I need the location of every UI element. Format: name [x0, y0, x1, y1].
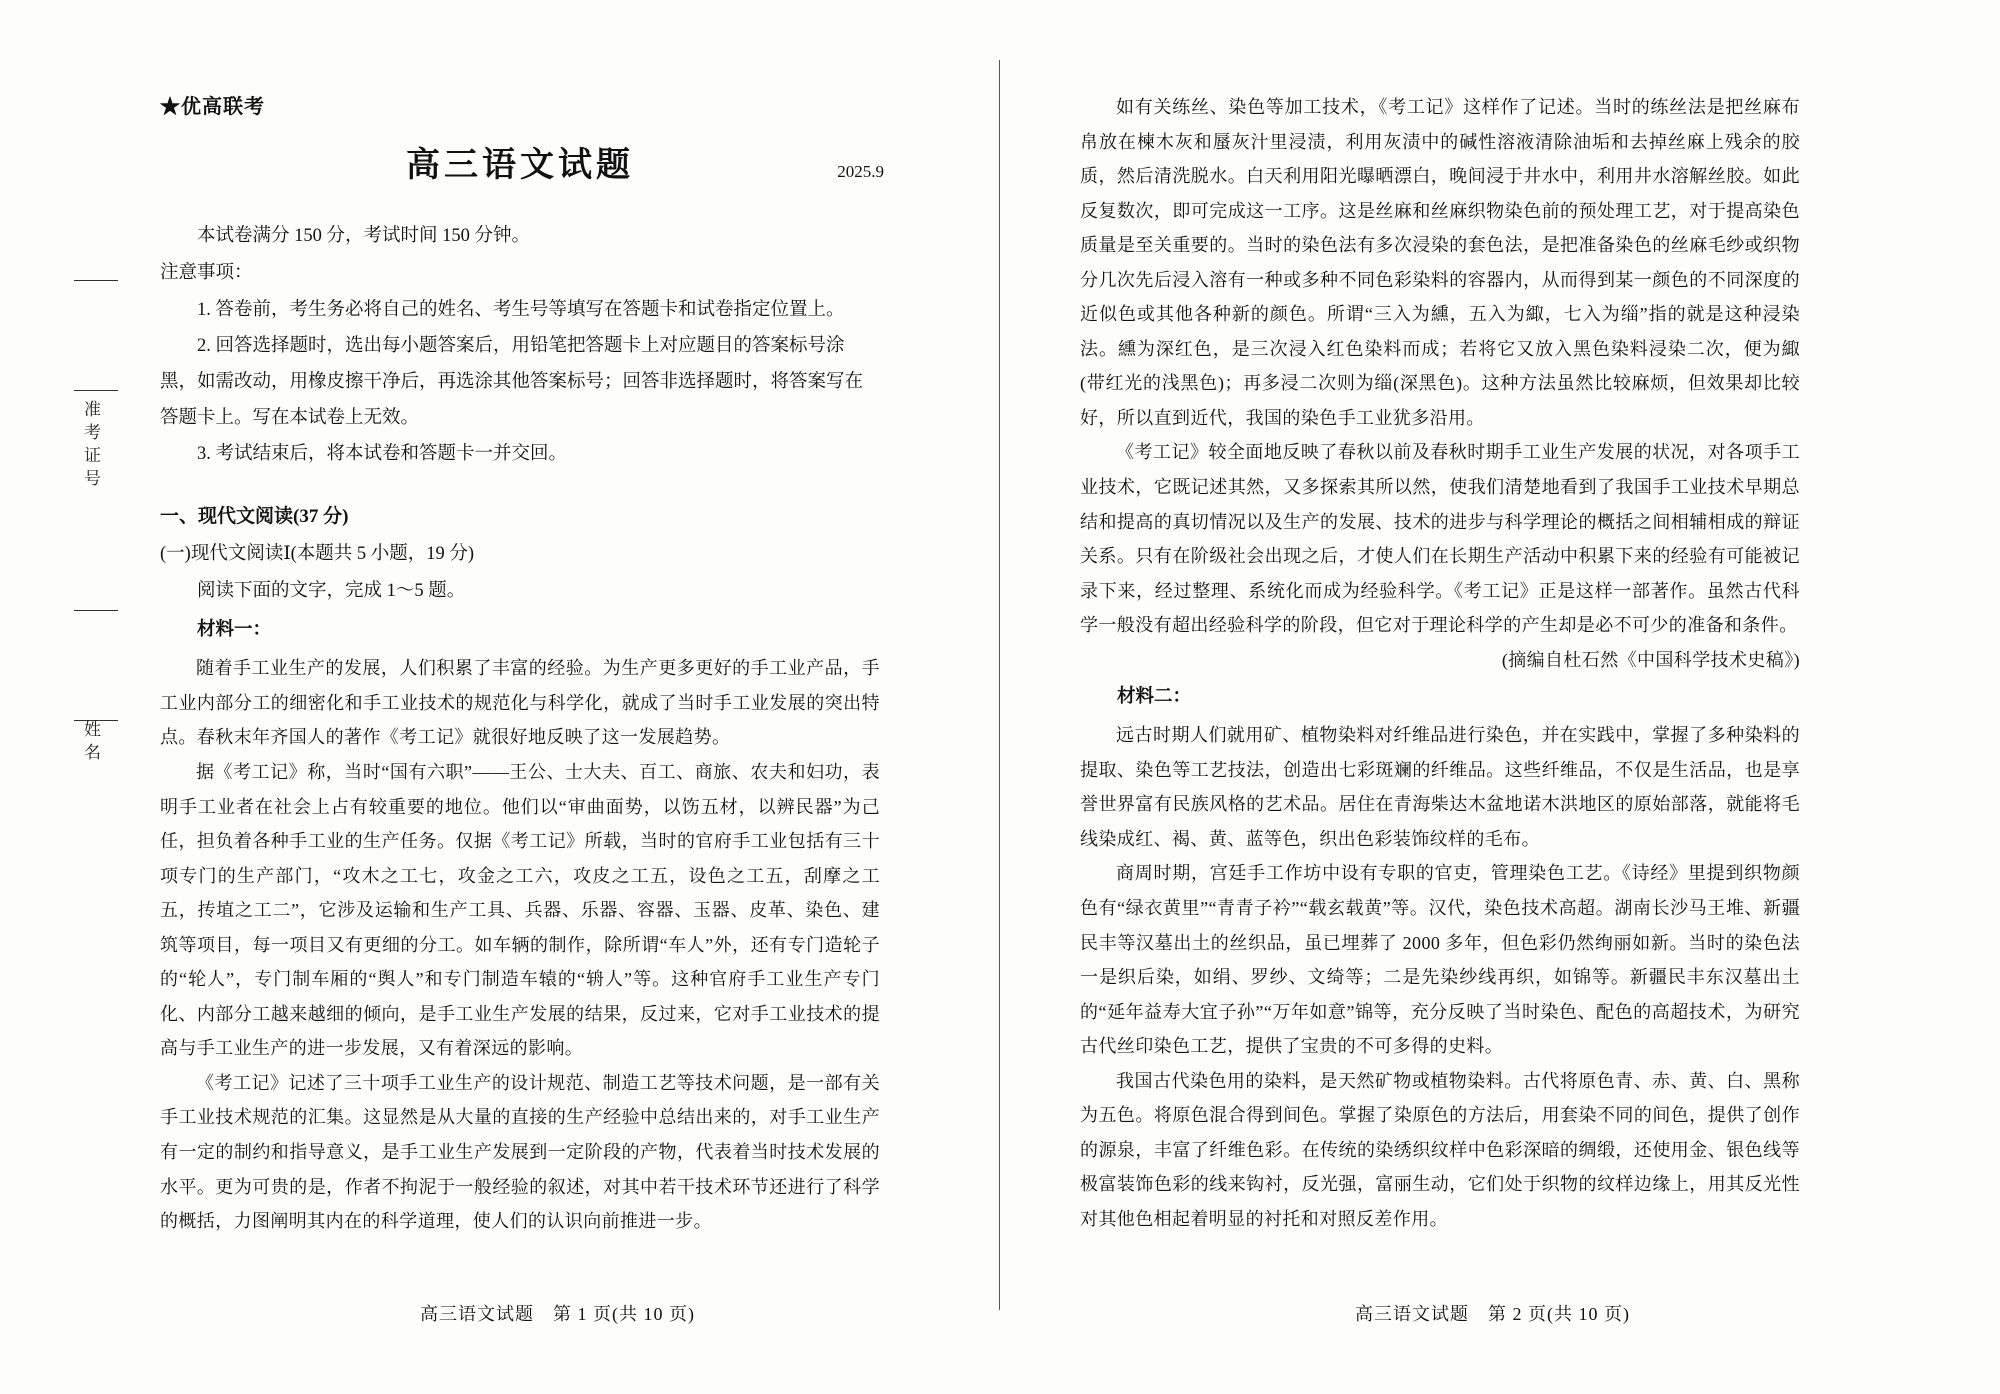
- exam-meta: [160, 218, 880, 472]
- notice-item: 2. 回答选择题时，选出每小题答案后，用铅笔把答题卡上对应题目的答案标号涂黑，如需改动，用橡皮擦干净后，再选涂其他答案标号；回答非选择题时，将答案写在答题卡上。写在本试卷上无效。: [160, 336, 864, 429]
- paragraph: 远古时期人们就用矿、植物染料对纤维品进行染色，并在实践中，掌握了多种染料的提取、染色等工艺技法，创造出七彩斑斓的纤维品。这些纤维品，不仅是生活品，也是享誉世界富有民族风格的艺术品。居住在青海柴达木盆地诺木洪地区的原始部落，就能将毛线染成红、褐、黄、蓝等色，织出色彩装饰纹样的毛布。: [1080, 725, 1800, 849]
- paragraph: 《考工记》记述了三十项手工业生产的设计规范、制造工艺等技术问题，是一部有关手工业技术规范的汇集。这显然是从大量的直接的生产经验中总结出来的，对手工业生产有一定的制约和指导意义，是手工业生产发展到一定阶段的产物，代表着当时技术发展的水平。更为可贵的是，作者不拘泥于一般经验的叙述，对其中若干技术环节还进行了科学的概括，力图阐明其内在的科学道理，使人们的认识向前推进一步。: [160, 1072, 880, 1232]
- margin-rule-1: [74, 280, 118, 281]
- subsection-heading-reading-1: (一)现代文阅读Ⅰ(本题共 5 小题，19 分): [160, 544, 475, 565]
- column-divider: [999, 60, 1000, 1310]
- section-heading-modern-reading: 一、现代文阅读(37 分): [160, 506, 349, 528]
- paragraph: 随着手工业生产的发展，人们积累了丰富的经验。为生产更多更好的手工业产品，手工业内部分工的细密化和手工业技术的规范化与科学化，就成了当时手工业发展的突出特点。春秋末年齐国人的著作《考工记》就很好地反映了这一发展趋势。: [160, 658, 880, 748]
- page-title-text: 高三语文试题: [406, 147, 634, 184]
- exam-number-label: 准考证号: [81, 400, 100, 492]
- source-citation: (摘编自杜石然《中国科学技术史稿》): [1501, 649, 1800, 670]
- page-footer-right: 高三语文试题 第 2 页(共 10 页): [1355, 1304, 1630, 1324]
- notice-item: 1. 答卷前，考生务必将自己的姓名、考生号等填写在答题卡和试卷指定位置上。: [197, 300, 845, 320]
- paper-date: 2025.9: [837, 162, 884, 181]
- margin-rule-2: [74, 390, 118, 391]
- paragraph: 如有关练丝、染色等加工技术，《考工记》这样作了记述。当时的练丝法是把丝麻布帛放在楝木灰和蜃灰汁里浸渍，利用灰渍中的碱性溶液清除油垢和去掉丝麻上残余的胶质，然后清洗脱水。白天利用阳光曝晒漂白，晚间浸于井水中，利用井水溶解丝胶。如此反复数次，即可完成这一工序。这是丝麻和丝麻织物染色前的预处理工艺，对于提高染色质量是至关重要的。当时的染色法有多次浸染的套色法，是把准备染色的丝麻毛纱或织物分几次先后浸入溶有一种或多种不同色彩染料的容器内，从而得到某一颜色的不同深度的近似色或其他各种新的颜色。所谓“三入为纁，五入为緅，七入为缁”指的就是这种浸染法。纁为深红色，是三次浸入红色染料而成；若将它又放入黑色染料浸染二次，便为緅(带红光的浅黑色)；再多浸二次则为缁(深黑色)。这种方法虽然比较麻烦，但效果却比较好，所以直到近代，我国的染色手工业犹多沿用。: [1080, 97, 1800, 428]
- candidate-name-label: 姓名: [81, 720, 100, 766]
- paragraph: 据《考工记》称，当时“国有六职”——王公、士大夫、百工、商旅、农夫和妇功，表明手工业者在社会上占有较重要的地位。他们以“审曲面势，以饬五材，以辨民器”为己任，担负着各种手工业的生产任务。仅据《考工记》所载，当时的官府手工业包括有三十项专门的生产部门，“攻木之工七，攻金之工六，攻皮之工五，设色之工五，刮摩之工五，抟埴之工二”，它涉及运输和生产工具、兵器、乐器、容器、玉器、皮革、染色、建筑等项目，每一项目又有更细的分工。如车辆的制作，除所谓“车人”外，还有专门造轮子的“轮人”，专门制车厢的“舆人”和专门制造车辕的“辀人”等。这种官府手工业生产专门化、内部分工越来越细的倾向，是手工业生产发展的结果，反过来，它对手工业技术的提高与手工业生产的进一步发展，又有着深远的影响。: [160, 761, 880, 1059]
- page-footer-left: 高三语文试题 第 1 页(共 10 页): [420, 1304, 695, 1324]
- brand-mark: ★优高联考: [160, 96, 265, 118]
- notice-item: 3. 考试结束后，将本试卷和答题卡一并交回。: [197, 444, 568, 465]
- paragraph: 商周时期，宫廷手工作坊中设有专职的官吏，管理染色工艺。《诗经》里提到织物颜色有“绿衣黄里”“青青子衿”“载玄载黄”等。汉代，染色技术高超。湖南长沙马王堆、新疆民丰等汉墓出土的丝织品，虽已埋葬了 2000 多年，但色彩仍然绚丽如新。当时的染色法一是织后染，如绢、罗纱、文绮等；二是先染纱线再织，如锦等。新疆民丰东汉墓出土的“延年益寿大宜子孙”“万年如意”锦等，充分反映了当时染色、配色的高超技术，为研究古代丝印染色工艺，提供了宝贵的不可多得的史料。: [1080, 863, 1800, 1057]
- full-score-line: 本试卷满分 150 分，考试时间 150 分钟。: [197, 226, 531, 246]
- paragraph: 我国古代染色用的染料，是天然矿物或植物染料。古代将原色青、赤、黄、白、黑称为五色。将原色混合得到间色。掌握了染原色的方法后，用套染不同的间色，提供了创作的源泉，丰富了纤维色彩。在传统的染绣织纹样中色彩深暗的绸缎，还使用金、银色线等极富装饰色彩的线来钩衬，反光强，富丽生动，它们处于织物的纹样边缘上，用其反光性对其他色相起着明显的衬托和对照反差作用。: [1080, 1070, 1800, 1229]
- left-margin-labels: [60, 240, 116, 1000]
- paragraph: 《考工记》较全面地反映了春秋以前及春秋时期手工业生产发展的状况，对各项手工业技术，它既记述其然，又多探索其所以然，使我们清楚地看到了我国手工业技术早期总结和提高的真切情况以及生产的发展、技术的进步与科学理论的概括之间相辅相成的辩证关系。只有在阶级社会出现之后，才使人们在长期生产活动中积累下来的经验有可能被记录下来，经过整理、系统化而成为经验科学。《考工记》正是这样一部著作。虽然古代科学一般没有超出经验科学的阶段，但它对于理论科学的产生却是必不可少的准备和条件。: [1080, 442, 1800, 636]
- margin-rule-3: [74, 610, 118, 611]
- reading-instruction: 阅读下面的文字，完成 1～5 题。: [197, 581, 466, 602]
- right-column: [1080, 90, 1800, 1237]
- left-column: [160, 90, 884, 1239]
- material-two-label: 材料二：: [1117, 687, 1192, 708]
- page-title: [160, 137, 884, 186]
- notice-heading: 注意事项：: [160, 263, 253, 283]
- material-one-label: 材料一：: [197, 620, 272, 641]
